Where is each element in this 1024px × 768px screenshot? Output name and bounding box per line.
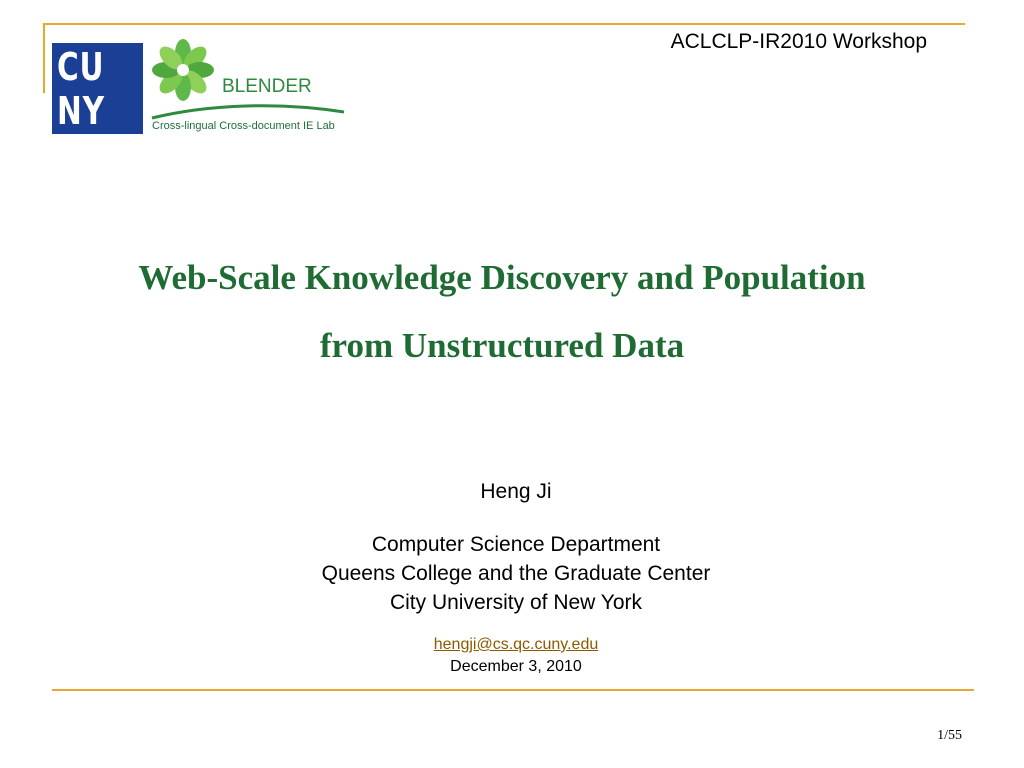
presentation-date: December 3, 2010 <box>450 658 582 675</box>
blender-subtitle: Cross-lingual Cross-document IE Lab <box>152 120 335 132</box>
slide-title <box>0 244 1004 380</box>
email-link[interactable]: hengji@cs.qc.cuny.edu <box>433 636 599 653</box>
affiliation-line2: Queens College and the Graduate Center <box>321 562 711 585</box>
affiliation-line1: Computer Science Department <box>371 533 661 556</box>
affiliation <box>0 530 1024 617</box>
page-number: 1/55 <box>937 728 962 743</box>
bottom-accent-line <box>52 689 974 691</box>
cuny-logo-line2: NY <box>57 89 105 133</box>
slide-title-line1: Web-Scale Knowledge Discovery and Population <box>138 258 866 297</box>
blender-flower-icon <box>148 35 218 105</box>
workshop-label: ACLCLP-IR2010 Workshop <box>670 30 927 53</box>
author-name: Heng Ji <box>480 480 552 503</box>
affiliation-line3: City University of New York <box>389 591 643 614</box>
left-accent-line <box>43 23 45 93</box>
slide-title-line2: from Unstructured Data <box>319 326 685 365</box>
top-accent-line <box>43 23 965 25</box>
email-row <box>0 636 1024 654</box>
blender-swoosh-icon <box>150 100 346 122</box>
cuny-logo-line1: CU <box>57 45 105 89</box>
cuny-logo <box>52 43 143 134</box>
blender-logo-text: BLENDER <box>222 76 312 97</box>
